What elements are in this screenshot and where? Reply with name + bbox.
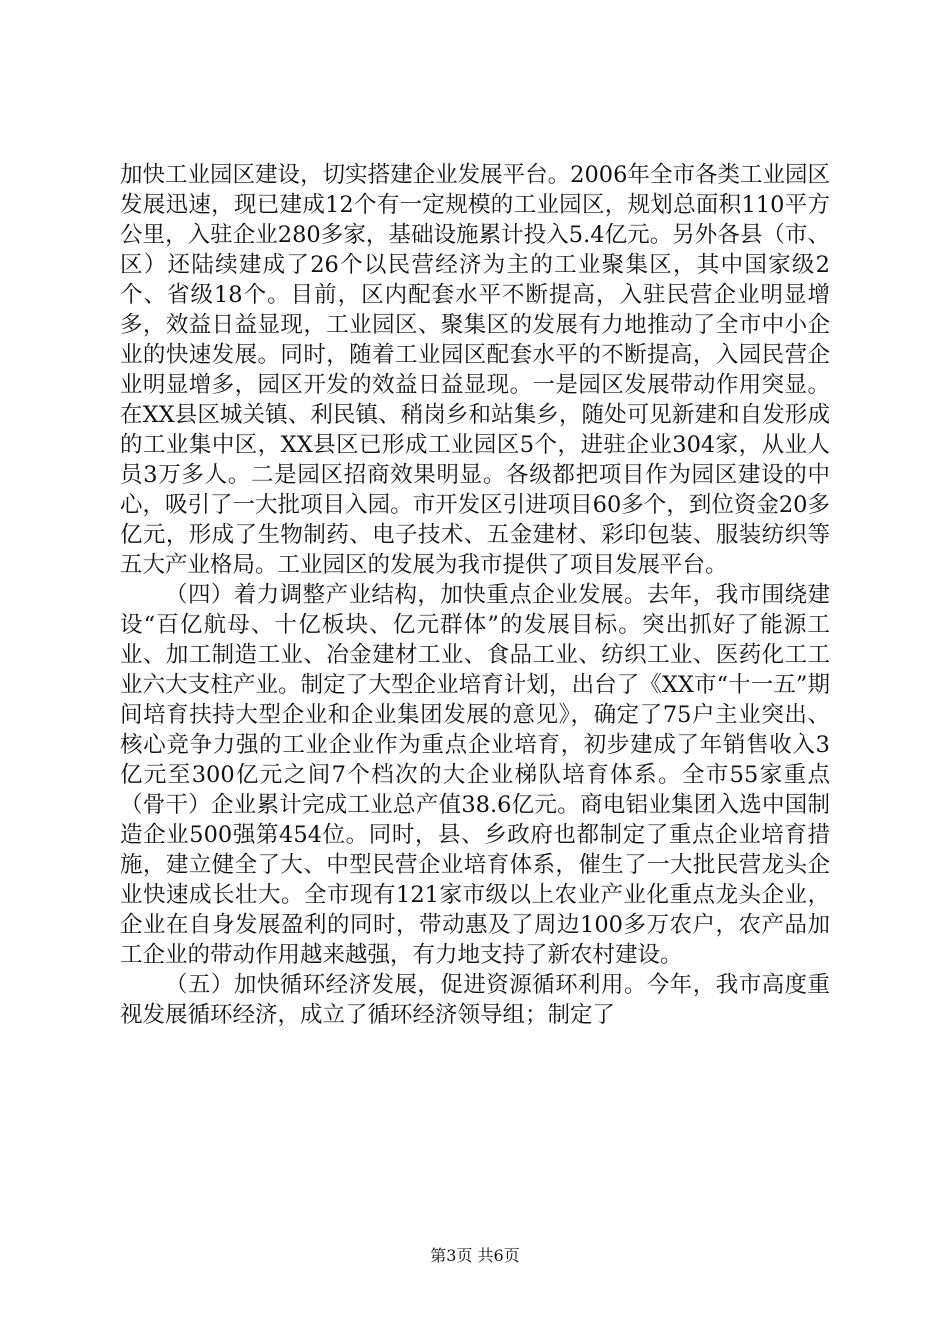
page-number-footer: 第3页 共6页	[430, 1246, 520, 1265]
paragraph-industrial-parks: 加快工业园区建设，切实搭建企业发展平台。2006年全市各类工业园区发展迅速，现已建成12个有一定规模的工业园区，规划总面积110平方公里，入驻企业280多家，基础设施累计投入5.4亿元。另外各县（市、区）还陆续建成了26个以民营经济为主的工业聚集区，其中国家级2个、省级18个。目前，区内配套水平不断提高，入驻民营企业明显增多，效益日益显现，工业园区、聚集区的发展有力地推动了全市中小企业的快速发展。同时，随着工业园区配套水平的不断提高，入园民营企业明显增多，园区开发的效益日益显现。一是园区发展带动作用突显。在XX县区城关镇、利民镇、稍岗乡和站集乡，随处可见新建和自发形成的工业集中区，XX县区已形成工业园区5个，进驻企业304家，从业人员3万多人。二是园区招商效果明显。各级都把项目作为园区建设的中心，吸引了一大批项目入园。市开发区引进项目60多个，到位资金20多亿元，形成了生物制药、电子技术、五金建材、彩印包装、服装纺织等五大产业格局。工业园区的发展为我市提供了项目发展平台。	[120, 162, 830, 578]
document-body	[120, 160, 830, 1030]
paragraph-industrial-structure: （四）着力调整产业结构，加快重点企业发展。去年，我市围绕建设“百亿航母、十亿板块、亿元群体”的发展目标。突出抓好了能源工业、加工制造工业、冶金建材工业、食品工业、纺织工业、医药化工工业六大支柱产业。制定了大型企业培育计划，出台了《XX市“十一五”期间培育扶持大型企业和企业集团发展的意见》，确定了75户主业突出、核心竞争力强的工业企业作为重点企业培育，初步建成了年销售收入3亿元至300亿元之间7个档次的大企业梯队培育体系。全市55家重点（骨干）企业累计完成工业总产值38.6亿元。商电铝业集团入选中国制造企业500强第454位。同时，县、乡政府也都制定了重点企业培育措施，建立健全了大、中型民营企业培育体系，催生了一大批民营龙头企业快速成长壮大。全市现有121家市级以上农业产业化重点龙头企业，企业在自身发展盈利的同时，带动惠及了周边100多万农户，农产品加工企业的带动作用越来越强，有力地支持了新农村建设。	[120, 582, 830, 968]
paragraph-circular-economy: （五）加快循环经济发展，促进资源循环利用。今年，我市高度重视发展循环经济，成立了循环经济领导组；制定了	[120, 972, 830, 1028]
